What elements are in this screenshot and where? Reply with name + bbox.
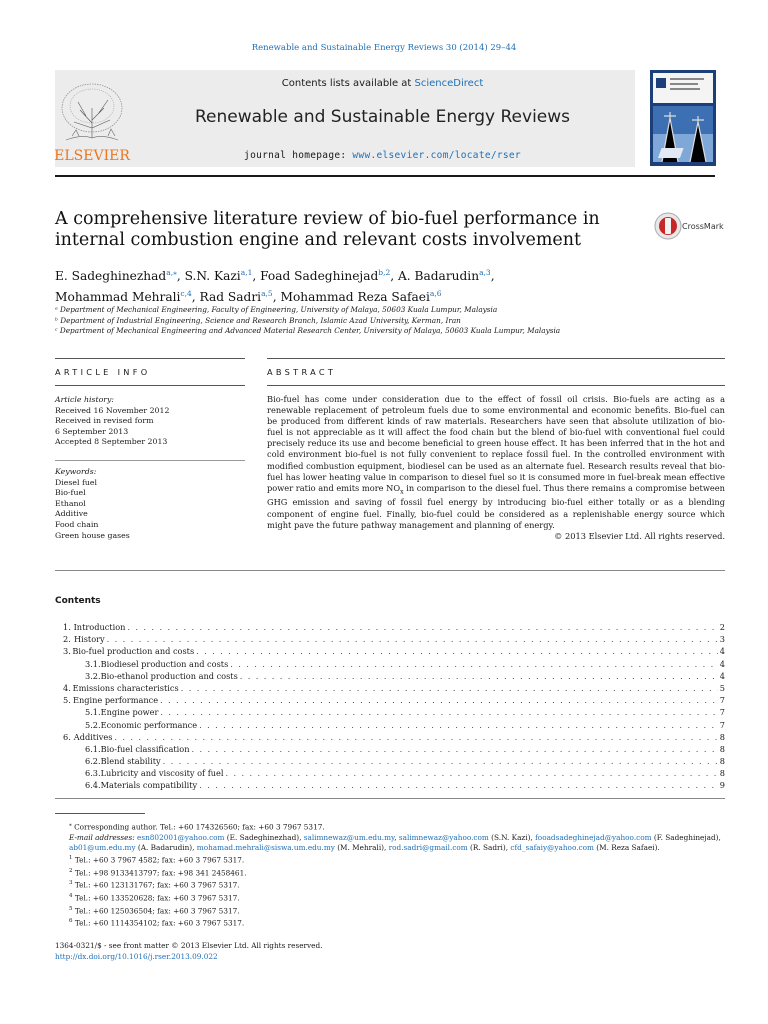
email-owner: (E. Sadeghinezhad), <box>224 832 304 842</box>
phone-footnote <box>55 878 725 891</box>
toc-leader-dots <box>163 755 718 767</box>
toc-entry[interactable] <box>55 779 725 791</box>
contents-heading: Contents <box>55 596 101 606</box>
keyword: Food chain <box>55 519 99 529</box>
abstract-heading: ABSTRACT <box>267 367 337 377</box>
toc-leader-dots <box>199 779 718 791</box>
toc-title[interactable]: Biodiesel production and costs <box>100 658 229 669</box>
toc-leader-dots <box>230 658 718 670</box>
phone-footnote <box>55 904 725 917</box>
toc-title[interactable]: Introduction <box>73 622 126 632</box>
email-owner: (A. Badarudin), <box>135 842 197 852</box>
email-owner: (M. Mehrali), <box>334 842 389 852</box>
phone-footnote-marker: 6 <box>69 918 73 925</box>
phone-footnotes <box>55 853 725 929</box>
toc-leader-dots <box>181 682 718 694</box>
article-history-label: Article history: <box>55 395 115 404</box>
contents-top-rule <box>55 570 725 571</box>
affiliations <box>55 305 715 337</box>
phone-footnote <box>55 891 725 904</box>
toc-page-number[interactable]: 4 <box>719 658 725 669</box>
author-name: A. Badarudin <box>397 269 480 284</box>
keyword: Bio-fuel <box>55 488 86 498</box>
abstract-copyright: © 2013 Elsevier Ltd. All rights reserved. <box>554 530 725 541</box>
history-line: Accepted 8 September 2013 <box>55 437 168 447</box>
toc-title[interactable]: Bio-fuel classification <box>100 743 190 754</box>
author-name: Mohammad Reza Safaei <box>280 290 430 305</box>
article-info-heading: ARTICLE INFO <box>55 367 151 377</box>
homepage-link[interactable]: www.elsevier.com/locate/rser <box>352 150 521 161</box>
toc-title[interactable]: History <box>73 634 105 645</box>
table-of-contents <box>55 621 725 792</box>
phone-footnote <box>55 853 725 866</box>
toc-leader-dots <box>114 731 717 743</box>
journal-citation[interactable]: Renewable and Sustainable Energy Reviews 30 (2014) 29–44 <box>251 43 517 53</box>
author-separator: , <box>272 290 281 305</box>
front-matter <box>55 941 555 962</box>
author-affiliation-marker[interactable]: a,6 <box>429 289 442 299</box>
toc-page-number[interactable]: 7 <box>719 707 725 718</box>
doi-link[interactable]: http://dx.doi.org/10.1016/j.rser.2013.09.022 <box>55 951 218 961</box>
email-link[interactable]: ab01@um.edu.my <box>69 842 136 852</box>
journal-homepage-line <box>140 150 625 161</box>
toc-title[interactable]: Engine power <box>100 707 159 718</box>
author-affiliation-marker[interactable]: a,1 <box>240 268 253 277</box>
email-link[interactable]: salimnewaz@um.edu.my <box>303 832 395 842</box>
author-name: E. Sadeghinezhad <box>55 269 167 284</box>
email-owner: (M. Reza Safaei). <box>593 842 660 852</box>
toc-entry[interactable] <box>55 694 725 706</box>
email-link[interactable]: salimnewaz@yahoo.com <box>398 832 489 842</box>
abstract-text-part1: Bio-fuel has come under consideration due to the effect of fossil oil crisis. Bio-fuels are acting as a renewable replacement of petroleum fuels due to some environmental and economic benefits. Bio-fuel can be produced from different kinds of raw materials. Researchers have seen that absolute utilization of bio-fuel is not appreciable as it will affect the food chain but the blend of bio-fuel with conventional fuel could precisely reduce its use and become beneficial to green house effect. It has been inferred that in the hot and cold environment bio-fuel is not fully convenient to replace fossil fuel. In the controlled environment with modified combustion equipment, biodiesel can be used as an alternate fuel. Research results reveal that bio-fuel has lower heating value in comparison to diesel fuel so it is consumed more in fuel-break mean effective power ratio and emits more NO <box>267 394 725 493</box>
toc-page-number[interactable]: 5 <box>719 682 725 693</box>
keywords-divider <box>55 448 245 461</box>
author-affiliation-marker[interactable]: b,2 <box>378 268 391 277</box>
toc-page-number[interactable]: 7 <box>719 695 725 706</box>
toc-number: 3.1. <box>85 658 101 669</box>
phone-footnote-text: Tel.: +60 133520628; fax: +60 3 7967 5317. <box>74 893 240 903</box>
toc-page-number[interactable]: 8 <box>719 743 725 754</box>
toc-entry[interactable] <box>55 633 725 645</box>
article-info-top-rule <box>55 358 245 359</box>
footnote-rule <box>55 813 145 814</box>
sciencedirect-link[interactable]: ScienceDirect <box>414 78 484 89</box>
toc-entry[interactable] <box>55 682 725 694</box>
toc-page-number[interactable]: 8 <box>719 768 725 779</box>
abstract-text <box>267 394 725 542</box>
toc-page-number[interactable]: 8 <box>719 731 725 742</box>
email-label: E-mail addresses: <box>69 832 138 842</box>
author-affiliation-marker[interactable]: c,4 <box>180 289 192 299</box>
toc-entry[interactable] <box>55 658 725 670</box>
toc-title[interactable]: Lubricity and viscosity of fuel <box>100 768 224 779</box>
email-link[interactable]: mohamad.mehrali@siswa.um.edu.my <box>196 842 335 852</box>
phone-footnote-text: Tel.: +60 1114354102; fax: +60 3 7967 5317. <box>74 918 245 928</box>
phone-footnote <box>55 916 725 929</box>
toc-page-number[interactable]: 8 <box>719 756 725 767</box>
toc-number: 3. <box>63 646 71 657</box>
phone-footnote-text: Tel.: +98 9133413797; fax: +98 341 2458461. <box>74 868 247 878</box>
toc-title[interactable]: Emissions characteristics <box>72 682 179 693</box>
toc-number: 2. <box>63 634 71 645</box>
toc-number: 3.2. <box>85 670 101 681</box>
keyword: Diesel fuel <box>55 477 97 487</box>
journal-title: Renewable and Sustainable Energy Reviews <box>194 107 571 127</box>
toc-entry[interactable] <box>55 731 725 743</box>
article-info <box>55 395 245 541</box>
toc-leader-dots <box>196 645 718 657</box>
toc-page-number[interactable]: 4 <box>719 646 725 657</box>
toc-title[interactable]: Economic performance <box>100 719 198 730</box>
history-line: 6 September 2013 <box>55 426 129 436</box>
phone-footnote-marker: 3 <box>69 880 73 887</box>
history-line: Received in revised form <box>55 416 154 426</box>
email-link[interactable]: rod.sadri@gmail.com <box>388 842 468 852</box>
toc-entry[interactable] <box>55 645 725 657</box>
homepage-prefix: journal homepage: <box>244 150 353 161</box>
toc-entry[interactable] <box>55 755 725 767</box>
author-separator: , <box>490 269 495 284</box>
toc-number: 1. <box>63 622 71 632</box>
abstract-top-rule <box>267 358 725 359</box>
toc-leader-dots <box>160 706 717 718</box>
toc-number: 6. <box>63 731 71 742</box>
toc-number: 6.4. <box>85 780 101 791</box>
contents-available-line <box>140 78 625 89</box>
abstract-text-part2: in comparison to the diesel fuel. Thus there remains a compromise between GHG emission and saving of fossil fuel energy by introducing bio-fuel either totally or as a blending component of engine fuel. Finally, bio-fuel could be considered as a replenishable energy source which might pave the future pathway management and planning of energy. <box>267 482 725 530</box>
email-link[interactable]: fooadsadeghinejad@yahoo.com <box>535 832 652 842</box>
author-affiliation-marker[interactable]: a,3 <box>479 268 491 277</box>
phone-footnote-text: Tel.: +60 125036504; fax: +60 3 7967 5317. <box>74 905 240 915</box>
article-info-rule <box>55 385 245 386</box>
toc-entry[interactable] <box>55 719 725 731</box>
crossmark-badge[interactable] <box>654 212 682 240</box>
toc-number: 4. <box>63 682 71 693</box>
toc-title[interactable]: Bio-fuel production and costs <box>72 646 195 657</box>
toc-leader-dots <box>240 670 718 682</box>
toc-leader-dots <box>199 719 718 731</box>
corresponding-author-text: Corresponding author. Tel.: +60 174326560; fax: +60 3 7967 5317. <box>74 822 325 832</box>
toc-title[interactable]: Blend stability <box>100 756 161 767</box>
toc-page-number[interactable]: 7 <box>719 719 725 730</box>
toc-number: 6.3. <box>85 768 101 779</box>
email-owner: (S.N. Kazi), <box>488 832 536 842</box>
elsevier-tree-logo <box>52 78 132 163</box>
toc-page-number[interactable]: 9 <box>719 780 725 791</box>
toc-entry[interactable] <box>55 670 725 682</box>
toc-number: 5. <box>63 695 71 706</box>
affiliation-a: ᵃ Department of Mechanical Engineering, Faculty of Engineering, University of Malaya, 50603 Kuala Lumpur, Malaysia <box>55 305 498 314</box>
toc-page-number[interactable]: 2 <box>719 622 725 632</box>
crossmark-label[interactable]: CrossMark <box>682 222 724 231</box>
keywords-label: Keywords: <box>55 466 97 476</box>
toc-page-number[interactable]: 4 <box>719 670 725 681</box>
phone-footnote-text: Tel.: +60 123131767; fax: +60 3 7967 5317. <box>74 880 240 890</box>
email-link[interactable]: cfd_safaiy@yahoo.com <box>510 842 594 852</box>
author-separator: , <box>176 269 185 284</box>
phone-footnote-marker: 2 <box>69 867 73 874</box>
email-owner: (R. Sadri), <box>467 842 511 852</box>
header-rule <box>55 175 715 177</box>
author-name: S.N. Kazi <box>184 269 241 284</box>
phone-footnote-marker: 1 <box>69 855 73 862</box>
abstract-rule <box>267 385 725 386</box>
author-list <box>55 264 675 306</box>
toc-leader-dots <box>107 633 718 645</box>
toc-number: 6.2. <box>85 756 101 767</box>
toc-title[interactable]: Additives <box>73 731 113 742</box>
toc-leader-dots <box>225 767 717 779</box>
contents-bottom-rule <box>55 798 725 799</box>
phone-footnote-text: Tel.: +60 3 7967 4582; fax: +60 3 7967 5317. <box>74 855 245 865</box>
author-affiliation-marker[interactable]: a,5 <box>261 289 273 299</box>
toc-leader-dots <box>191 743 717 755</box>
toc-title[interactable]: Bio-ethanol production and costs <box>100 670 238 681</box>
toc-title[interactable]: Materials compatibility <box>100 780 198 791</box>
toc-entry[interactable] <box>55 743 725 755</box>
email-owner: (F. Sadeghinejad), <box>651 832 724 842</box>
author-name: Mohammad Mehrali <box>55 290 181 305</box>
email-owner: , <box>394 832 399 842</box>
phone-footnote-marker: 5 <box>69 905 73 912</box>
email-link[interactable]: esn802001@yahoo.com <box>137 832 225 842</box>
author-separator: , <box>252 269 261 284</box>
toc-entry[interactable] <box>55 706 725 718</box>
email-addresses <box>55 833 725 853</box>
phone-footnote <box>55 866 725 879</box>
toc-entry[interactable] <box>55 621 725 633</box>
journal-cover-thumbnail[interactable] <box>650 70 716 166</box>
affiliation-b: ᵇ Department of Industrial Engineering, Science and Research Branch, Islamic Azad University, Kerman, Iran <box>55 315 461 325</box>
toc-number: 5.1. <box>85 707 101 718</box>
affiliation-c: ᶜ Department of Mechanical Engineering and Advanced Material Research Center, University of Malaya, 50603 Kuala Lumpur, Malaysia <box>55 326 561 335</box>
keyword: Green house gases <box>55 530 130 540</box>
contents-prefix: Contents lists available at <box>281 78 415 89</box>
toc-entry[interactable] <box>55 767 725 779</box>
elsevier-wordmark: ELSEVIER <box>54 148 130 163</box>
author-separator: , <box>191 290 200 305</box>
abstract-subscript: x <box>400 488 404 496</box>
toc-page-number[interactable]: 3 <box>719 634 725 645</box>
toc-title[interactable]: Engine performance <box>72 695 159 706</box>
toc-leader-dots <box>127 621 717 633</box>
corresponding-author-note: ⁎ Corresponding author. Tel.: +60 174326560; fax: +60 3 7967 5317. <box>69 822 325 832</box>
issn-line: 1364-0321/$ - see front matter © 2013 Elsevier Ltd. All rights reserved. <box>55 941 323 950</box>
author-name: Rad Sadri <box>199 290 262 305</box>
phone-footnote-marker: 4 <box>69 892 73 899</box>
keyword: Additive <box>55 509 88 519</box>
toc-number: 5.2. <box>85 719 101 730</box>
author-separator: , <box>390 269 398 284</box>
toc-number: 6.1. <box>85 743 101 754</box>
toc-leader-dots <box>160 694 718 706</box>
article-title: A comprehensive literature review of bio-fuel performance in internal combustion engine and relevant costs involvement <box>55 209 600 250</box>
footnotes <box>55 820 725 929</box>
author-name: Foad Sadeghinejad <box>260 269 379 284</box>
keyword: Ethanol <box>55 498 86 508</box>
author-affiliation-marker[interactable]: a,⁎ <box>166 268 177 277</box>
history-line: Received 16 November 2012 <box>55 405 170 415</box>
